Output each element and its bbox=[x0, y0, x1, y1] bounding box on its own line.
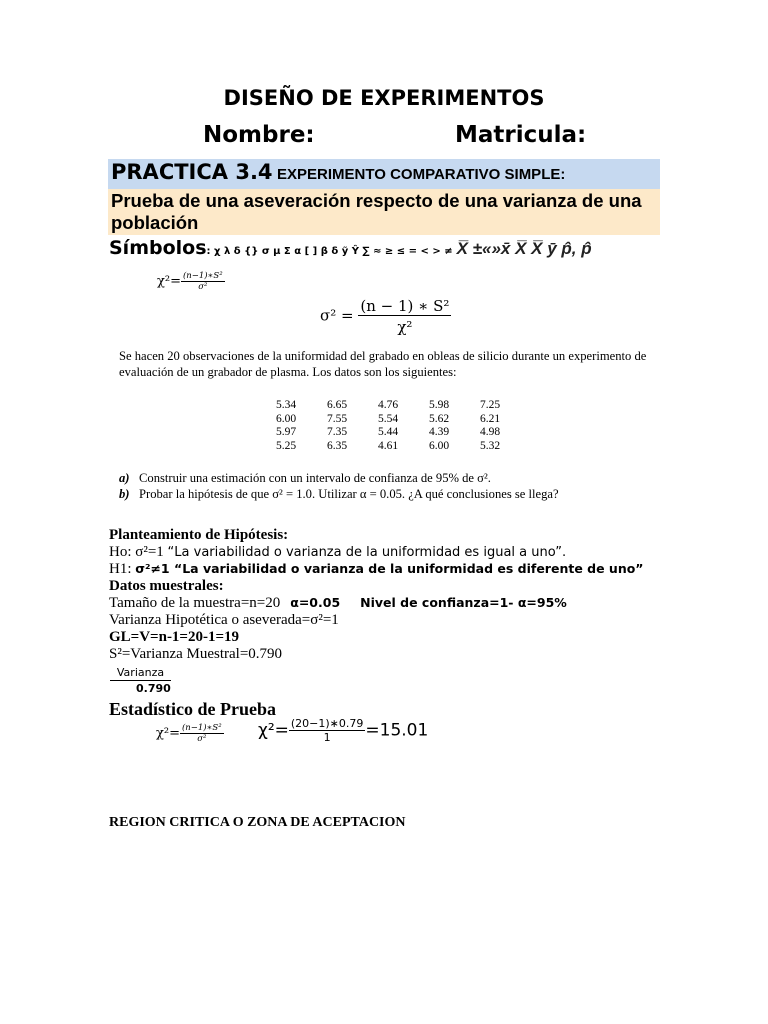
table-cell: 5.32 bbox=[480, 439, 501, 452]
table-cell: 6.65 bbox=[327, 399, 348, 411]
table-cell: 5.62 bbox=[429, 412, 450, 425]
table-cell: 5.44 bbox=[378, 426, 399, 438]
question-text: Probar la hipótesis de que σ² = 1.0. Utilizar α = 0.05. ¿A qué conclusiones se llega? bbox=[139, 487, 559, 501]
table-row bbox=[276, 413, 531, 427]
problem-statement: Se hacen 20 observaciones de la uniformidad del grabado en obleas de silicio durante un experimento de evaluación de un grabador de plasma. Los datos son los siguientes: bbox=[119, 349, 647, 379]
practica-subtitle: EXPERIMENTO COMPARATIVO SIMPLE: bbox=[277, 166, 566, 183]
alpha-value: α=0.05 bbox=[290, 595, 341, 610]
null-hypothesis bbox=[109, 544, 566, 561]
critical-region-title: REGION CRITICA O ZONA DE ACEPTACION bbox=[109, 815, 406, 830]
test-statistic-title: Estadístico de Prueba bbox=[109, 699, 277, 719]
table-cell: 6.00 bbox=[429, 439, 450, 452]
variance-label: Varianza bbox=[116, 666, 165, 679]
ho-text: “La variabilidad o varianza de la uniformidad es igual a uno”. bbox=[167, 545, 567, 560]
document-title: DISEÑO DE EXPERIMENTOS bbox=[223, 86, 545, 110]
symbols-line bbox=[109, 237, 592, 259]
sample-size-line bbox=[109, 595, 567, 612]
question-label: a) bbox=[119, 471, 130, 485]
test-formula-denominator: σ² bbox=[180, 733, 224, 744]
question-text: Construir una estimación con un intervalo de confianza de 95% de σ². bbox=[139, 471, 491, 485]
practica-topic: Prueba de una aseveración respecto de una varianza de una población bbox=[111, 190, 642, 233]
table-cell: 6.35 bbox=[327, 439, 348, 452]
confidence-level: Nivel de confianza=1- α=95% bbox=[360, 595, 567, 610]
test-formula-numerator: (n−1)∗S² bbox=[181, 723, 222, 733]
calc-lhs: χ²= bbox=[258, 720, 289, 741]
calc-denominator: 1 bbox=[289, 730, 366, 744]
question-label: b) bbox=[119, 487, 130, 501]
calc-numerator: (20−1)∗0.79 bbox=[290, 717, 364, 730]
symbols-tail: X̅ ±«»x̄ X̅ X̅ ȳ p̂, p̂ bbox=[456, 239, 592, 258]
data-table bbox=[276, 399, 531, 453]
question-b bbox=[119, 486, 559, 502]
degrees-of-freedom: GL=V=n-1=20-1=19 bbox=[109, 629, 240, 645]
table-cell: 5.34 bbox=[276, 399, 297, 411]
variance-value: 0.790 bbox=[110, 680, 171, 695]
table-cell: 6.21 bbox=[480, 412, 501, 425]
sigma-formula-lhs: σ² = bbox=[320, 306, 354, 325]
chi-formula-numerator: (n−1)∗S² bbox=[182, 271, 223, 281]
sigma-formula-denominator: χ² bbox=[358, 315, 451, 336]
symbols-label: Símbolos bbox=[109, 237, 207, 259]
table-cell: 4.76 bbox=[378, 399, 399, 411]
table-cell: 6.00 bbox=[276, 412, 297, 425]
hypothesis-title: Planteamiento de Hipótesis: bbox=[109, 527, 289, 543]
ho-label: Ho: σ²=1 bbox=[109, 544, 168, 560]
table-cell: 7.55 bbox=[327, 412, 348, 425]
table-cell: 5.98 bbox=[429, 399, 450, 411]
h1-label: H1: bbox=[109, 561, 136, 577]
chi-square-formula bbox=[157, 271, 225, 292]
sample-size: Tamaño de la muestra=n=20 bbox=[109, 595, 281, 611]
table-cell: 4.61 bbox=[378, 439, 399, 452]
symbols-list: : χ λ δ {} σ μ Σ α [ ] β δ ỹ Ŷ ∑ ≈ ≥ ≤ = < > ≠ bbox=[206, 246, 453, 257]
chi-formula-lhs: χ²= bbox=[157, 274, 181, 289]
sample-variance: S²=Varianza Muestral=0.790 bbox=[109, 646, 283, 662]
table-cell: 5.97 bbox=[276, 426, 297, 438]
test-formula-lhs: χ²= bbox=[156, 726, 180, 741]
test-statistic-formula bbox=[156, 723, 224, 744]
practica-heading bbox=[111, 160, 565, 184]
table-cell: 5.25 bbox=[276, 439, 297, 452]
h1-text: σ²≠1 “La variabilidad o varianza de la uniformidad es diferente de uno” bbox=[135, 561, 644, 576]
table-row bbox=[276, 399, 531, 413]
practica-number: PRACTICA 3.4 bbox=[111, 160, 273, 184]
sigma-square-formula bbox=[320, 297, 451, 336]
variance-box bbox=[110, 666, 171, 695]
hypothetical-variance: Varianza Hipotética o aseverada=σ²=1 bbox=[109, 612, 339, 628]
table-cell: 4.98 bbox=[480, 426, 501, 438]
questions-list bbox=[119, 470, 559, 502]
table-cell: 4.39 bbox=[429, 426, 450, 438]
test-statistic-calculation bbox=[258, 717, 428, 744]
matricula-label: Matricula: bbox=[455, 122, 587, 148]
table-row bbox=[276, 440, 531, 454]
question-a bbox=[119, 470, 559, 486]
nombre-label: Nombre: bbox=[203, 122, 315, 148]
sigma-formula-numerator: (n − 1) ∗ S² bbox=[360, 297, 450, 315]
sample-data-title: Datos muestrales: bbox=[109, 578, 224, 594]
chi-formula-denominator: σ² bbox=[181, 281, 225, 292]
alt-hypothesis bbox=[109, 561, 644, 578]
table-row bbox=[276, 426, 531, 440]
table-cell: 5.54 bbox=[378, 412, 399, 425]
table-cell: 7.25 bbox=[480, 399, 501, 411]
calc-result: =15.01 bbox=[365, 720, 429, 741]
table-cell: 7.35 bbox=[327, 426, 348, 438]
